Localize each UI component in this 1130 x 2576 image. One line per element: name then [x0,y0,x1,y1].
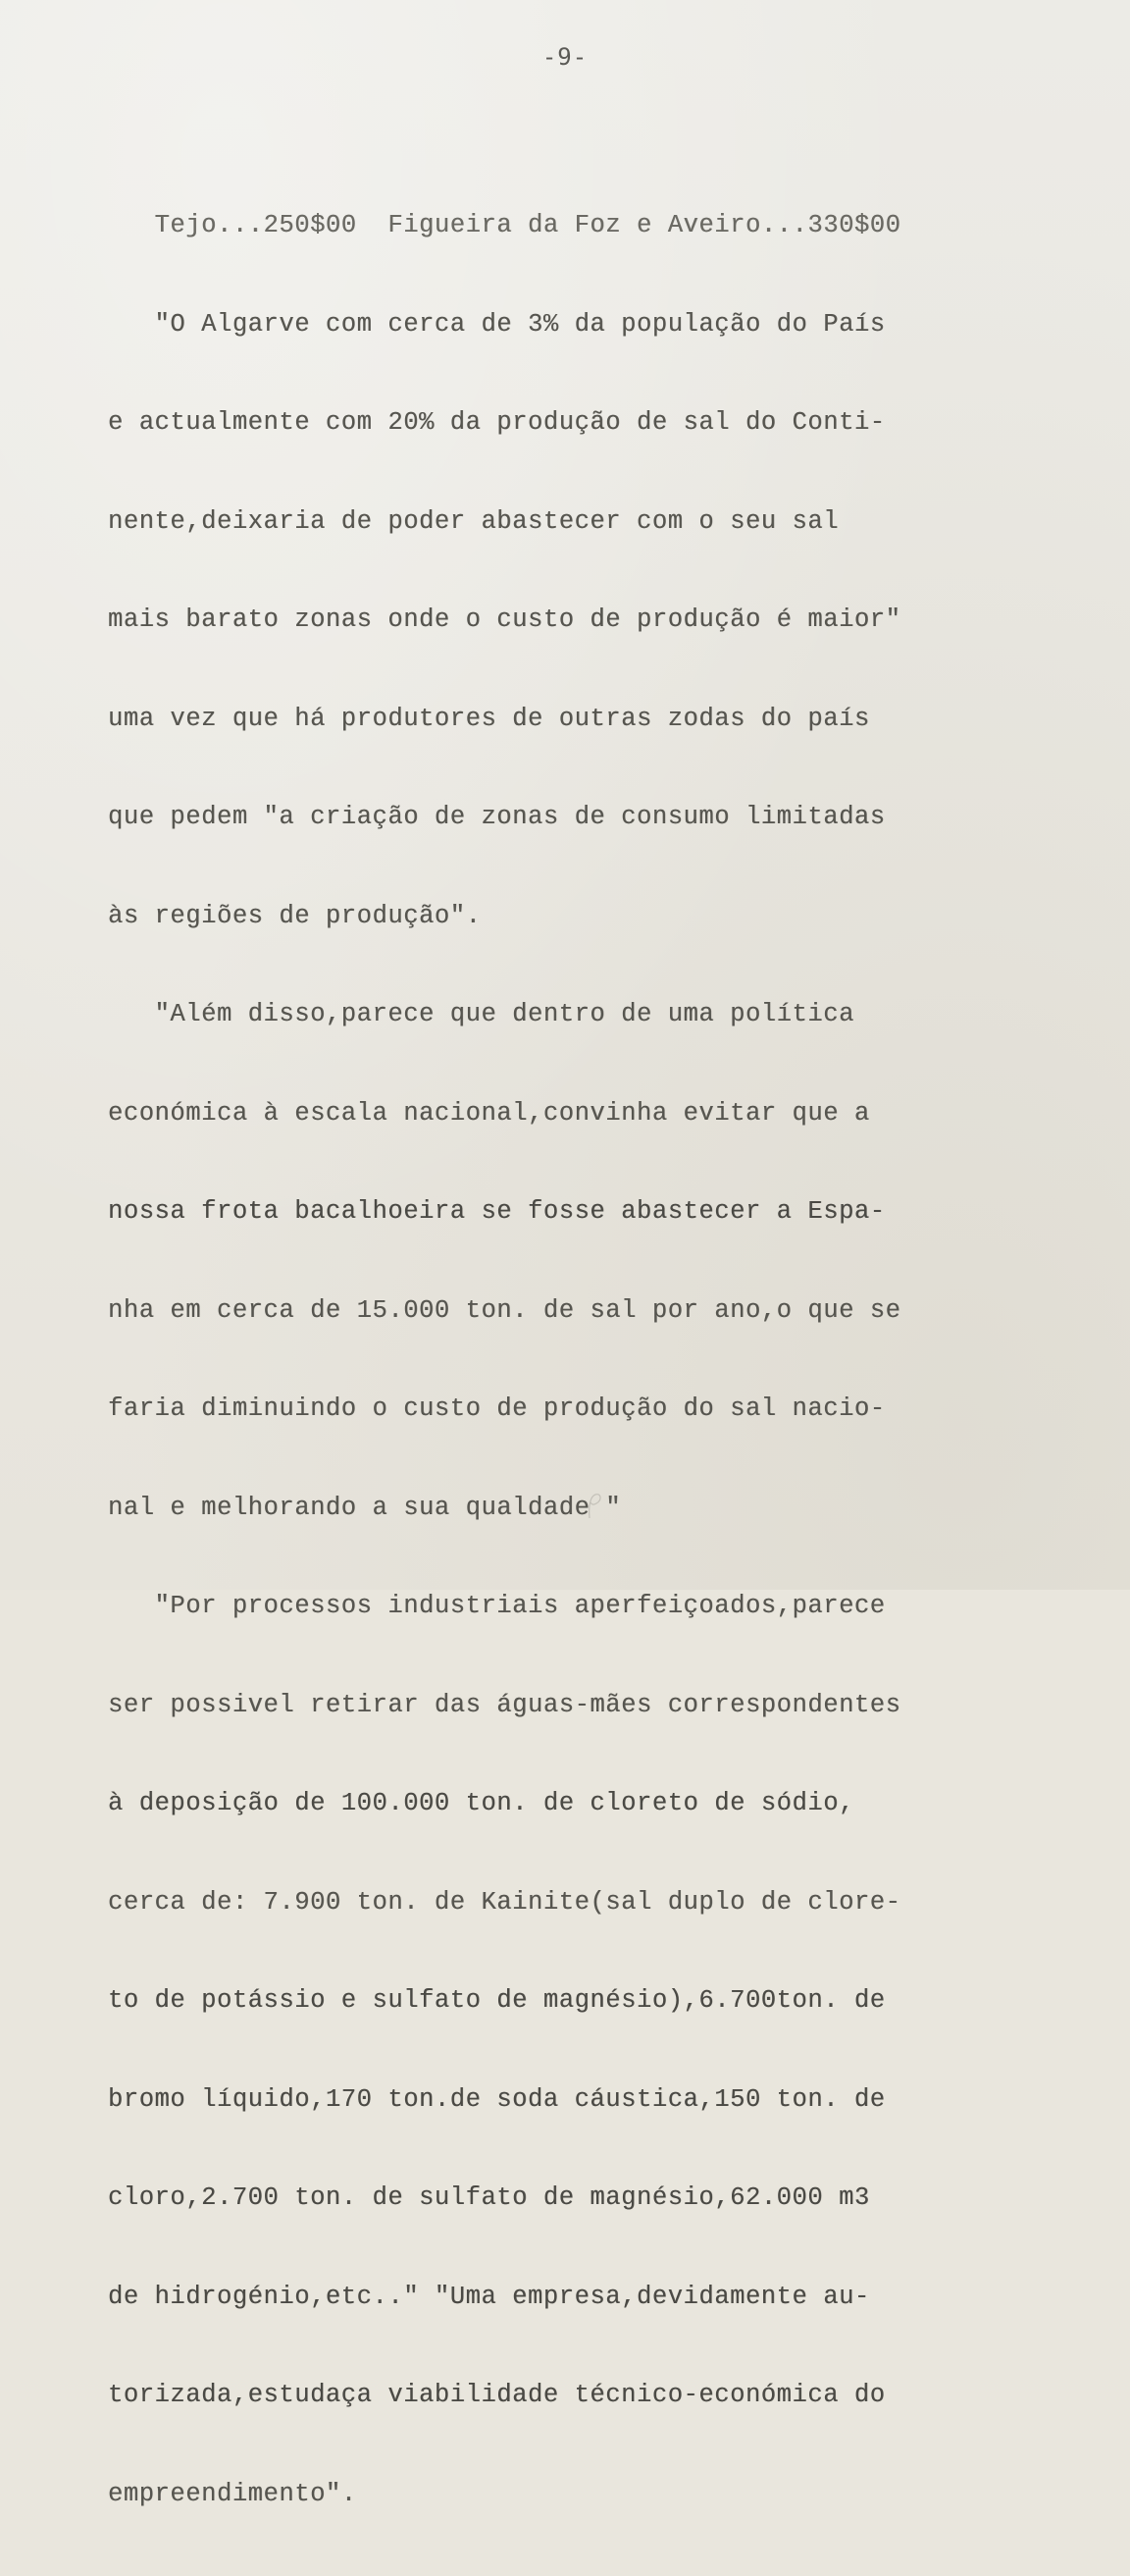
text-line: à deposição de 100.000 ton. de cloreto de sódio, [108,1789,854,1817]
text-line: e actualmente com 20% da produção de sal do Conti- [108,408,886,437]
text-line: "O Algarve com cerca de 3% da população do País [108,309,886,339]
text-line: que pedem "a criação de zonas de consumo limitadas [108,803,886,831]
text-line: às regiões de produção". [108,901,482,930]
text-line: faria diminuindo o custo de produção do sal nacio- [108,1394,886,1423]
text-line: "Por processos industriais aperfeiçoados,parece [108,1592,886,1620]
text-line: "Além disso,parece que dentro de uma política [108,1000,854,1028]
text-line: nente,deixaria de poder abastecer com o seu sal [108,506,840,536]
text-line: mais barato zonas onde o custo de produção é maior" [108,605,901,634]
text-line: nal e melhorando a sua qualdade " [108,1493,622,1522]
typewritten-body [108,143,1128,2576]
text-line: to de potássio e sulfato de magnésio),6.700ton. de [108,1986,886,2015]
text-line: Tejo...250$00 Figueira da Foz e Aveiro...330$00 [108,211,901,239]
text-line: bromo líquido,170 ton.de soda cáustica,150 ton. de [108,2084,886,2114]
text-line: nha em cerca de 15.000 ton. de sal por ano,o que se [108,1295,901,1325]
text-line: torizada,estudaça viabilidade técnico-económica do [108,2381,886,2409]
text-line: de hidrogénio,etc.." "Uma empresa,devidamente au- [108,2282,870,2311]
pencil-mark-icon [584,1489,607,1522]
page-number: -9- [541,43,589,71]
text-line: empreendimento". [108,2479,357,2508]
text-line: cerca de: 7.900 ton. de Kainite(sal duplo de clore- [108,1887,901,1917]
text-line: uma vez que há produtores de outras zodas do país [108,704,870,733]
text-line: cloro,2.700 ton. de sulfato de magnésio,62.000 m3 [108,2183,870,2212]
text-line: ser possivel retirar das águas-mães correspondentes [108,1690,901,1719]
text-line: económica à escala nacional,convinha evitar que a [108,1098,870,1128]
text-line: nossa frota bacalhoeira se fosse abastecer a Espa- [108,1197,886,1226]
